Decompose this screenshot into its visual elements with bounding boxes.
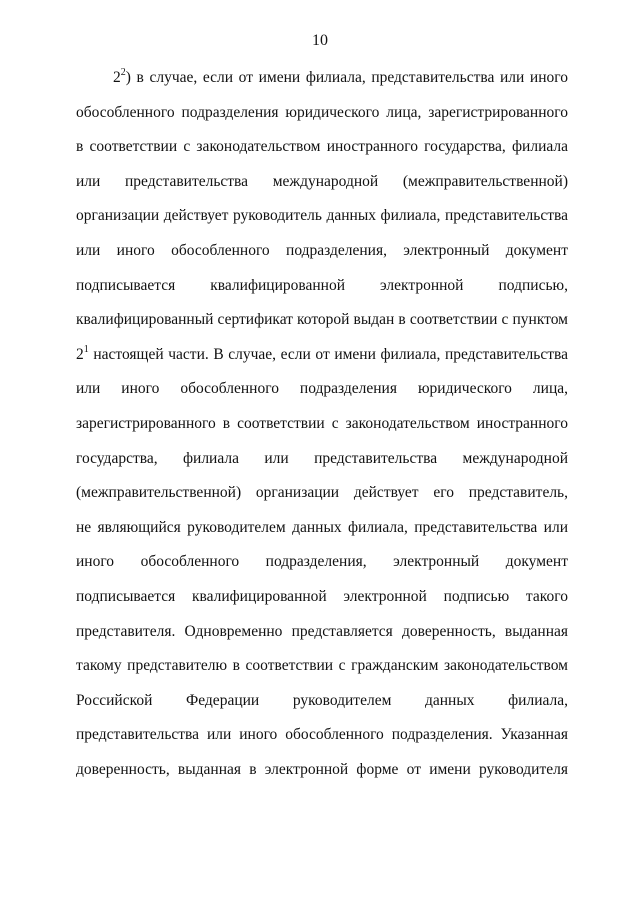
text-line: такому представителю в соответствии с гражданским законодательством <box>76 657 568 675</box>
text-line: не являющийся руководителем данных филиала, представительства или <box>76 518 568 536</box>
item-marker-superscript: 2 <box>120 66 126 78</box>
text-line: или представительства международной (межправительственной) <box>76 172 568 190</box>
text-line: обособленного подразделения юридического лица, зарегистрированного <box>76 103 568 121</box>
clause-reference-superscript: 1 <box>83 343 89 355</box>
text-line: доверенность, выданная в электронной форме от имени руководителя <box>76 760 568 778</box>
text-line: подписывается квалифицированной электронной подписью, <box>76 276 568 294</box>
clause-reference-base: 2 <box>76 345 84 363</box>
text-line: или иного обособленного подразделения, электронный документ <box>76 241 568 259</box>
text-line: в соответствии с законодательством иностранного государства, филиала <box>76 138 568 156</box>
text-line: (межправительственной) организации действует его представитель, <box>76 484 568 502</box>
text-line: или иного обособленного подразделения юридического лица, <box>76 380 568 398</box>
text-line: государства, филиала или представительства международной <box>76 449 568 467</box>
text-line: зарегистрированного в соответствии с законодательством иностранного <box>76 414 568 432</box>
text-line: квалифицированный сертификат которой выдан в соответствии с пунктом <box>76 311 568 329</box>
text-line: Российской Федерации руководителем данных филиала, <box>76 691 568 709</box>
page-number: 10 <box>312 32 328 49</box>
text-line: настоящей части. В случае, если от имени филиала, представительства <box>88 345 568 363</box>
clause-reference <box>76 343 89 363</box>
document-body <box>76 67 568 793</box>
item-marker-base: 2 <box>113 69 121 86</box>
item-marker <box>113 66 126 86</box>
text-line: иного обособленного подразделения, электронный документ <box>76 553 568 571</box>
reference-line <box>76 344 568 379</box>
text-line: ) в случае, если от имени филиала, представительства или иного <box>125 69 568 86</box>
text-line: организации действует руководитель данных филиала, представительства <box>76 207 568 225</box>
text-line: подписывается квалифицированной электронной подписью такого <box>76 587 568 605</box>
text-line: представительства или иного обособленного подразделения. Указанная <box>76 726 568 744</box>
text-line: представителя. Одновременно представляется доверенность, выданная <box>76 622 568 640</box>
paragraph-first-line <box>76 67 568 102</box>
